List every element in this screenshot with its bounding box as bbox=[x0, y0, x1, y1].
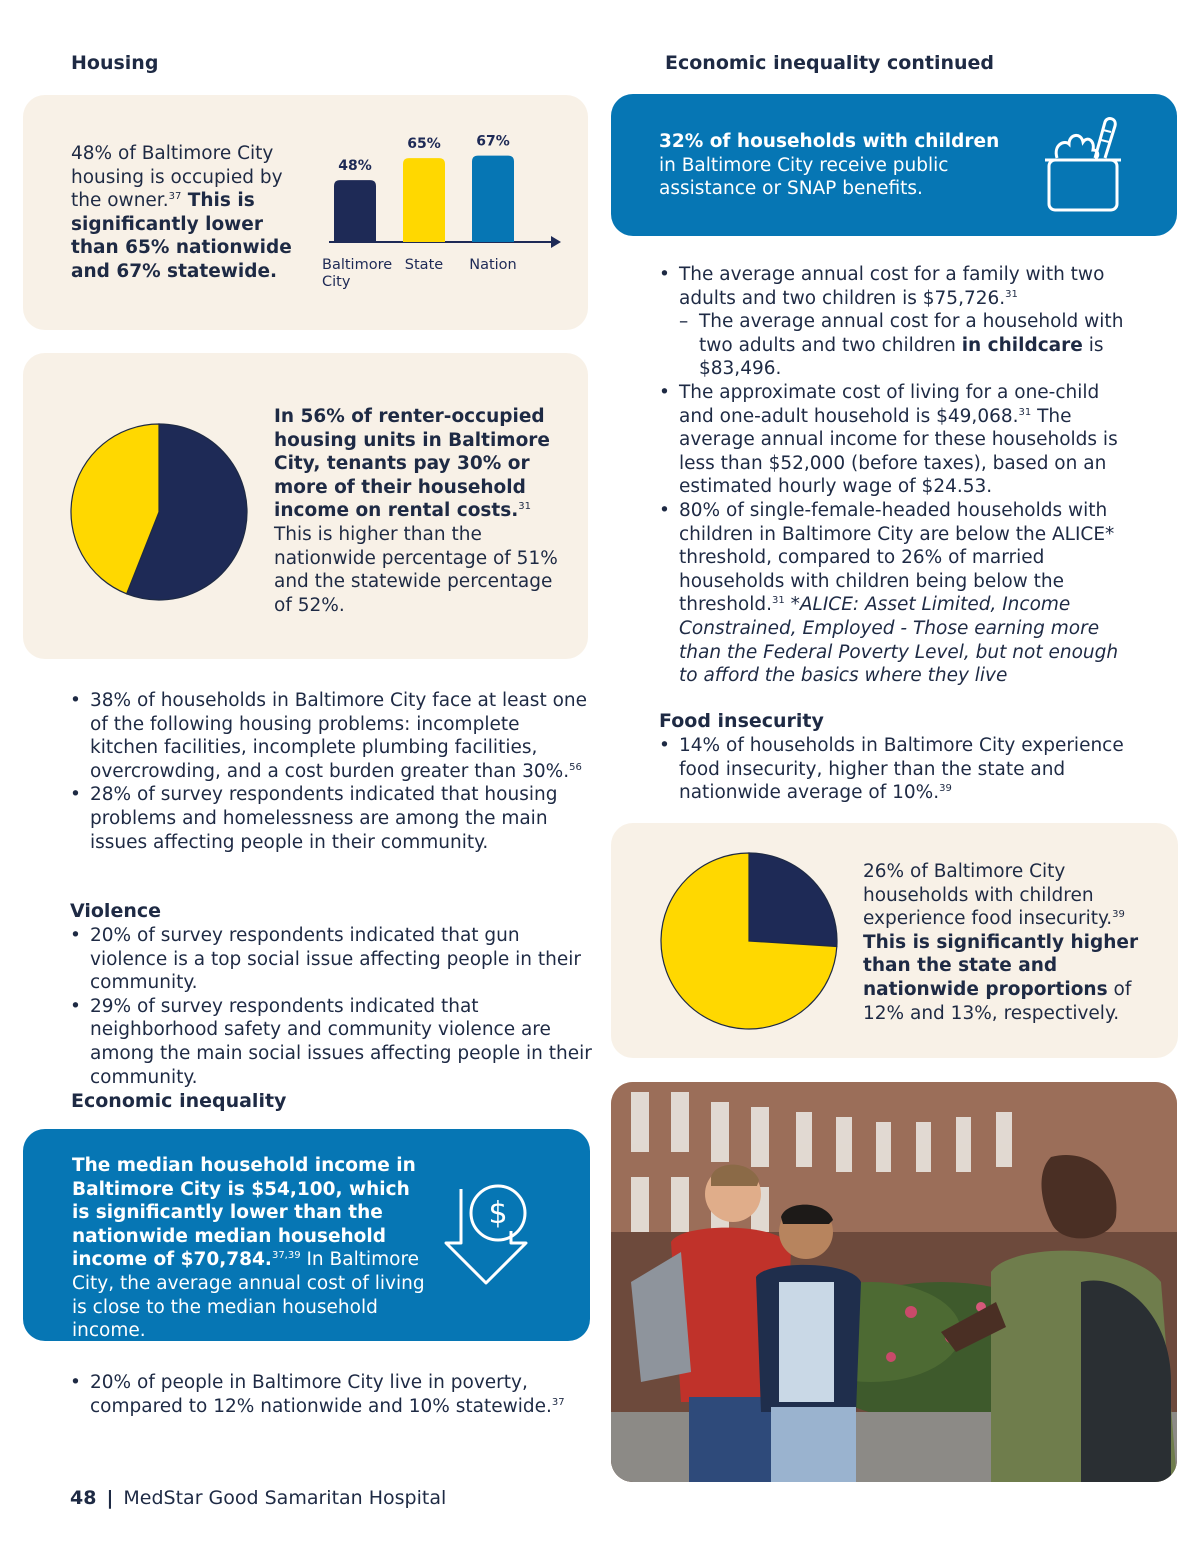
pie-slice-0 bbox=[749, 853, 837, 947]
bullet-text: The approximate cost of living for a one-child and one-adult household is $49,068. bbox=[679, 381, 1100, 427]
ref-sup: 39 bbox=[1112, 909, 1125, 921]
income-bold: The median household income in Baltimore City is $54,100, which is significantly lower than the nationwide median household income of $70,784. bbox=[72, 1155, 416, 1271]
svg-text:$: $ bbox=[488, 1196, 508, 1231]
students-photo bbox=[611, 1082, 1177, 1482]
ref-sup: 31 bbox=[518, 501, 532, 513]
list-item bbox=[70, 783, 590, 854]
list-item: • 20% of survey respondents indicated that gun violence is a top social issue affecting people in their community. bbox=[70, 924, 595, 995]
food-plain: 26% of Baltimore City households with children experience food insecurity. bbox=[863, 861, 1113, 930]
food-insecurity-card bbox=[611, 823, 1178, 1058]
bar-value-label: 65% bbox=[407, 136, 441, 153]
organization-name: MedStar Good Samaritan Hospital bbox=[123, 1487, 447, 1509]
housing-ownership-bold: This is significantly lower than 65% nationwide and 67% statewide. bbox=[71, 190, 292, 282]
housing-bullets bbox=[70, 689, 590, 854]
bar-value-label: 48% bbox=[338, 158, 372, 175]
sub-list-item bbox=[679, 310, 1139, 381]
list-item bbox=[70, 689, 590, 783]
page-footer bbox=[70, 1487, 446, 1509]
snap-plain: in Baltimore City receive public assistance or SNAP benefits. bbox=[659, 154, 949, 200]
cost-of-living-bullets bbox=[659, 263, 1139, 688]
food-card-text bbox=[863, 860, 1143, 1025]
rental-plain: This is higher than the nationwide percentage of 51% and the statewide percentage of 52%. bbox=[274, 523, 558, 616]
bar-category-label: State bbox=[404, 257, 444, 273]
bullet-text: 20% of people in Baltimore City live in poverty, compared to 12% nationwide and 10% statewide. bbox=[90, 1372, 552, 1417]
snap-bold: 32% of households with children bbox=[659, 131, 1000, 152]
ref-sup: 37,39 bbox=[271, 1250, 301, 1262]
bar-category-label: Baltimore City bbox=[322, 257, 393, 290]
rental-cost-text bbox=[274, 405, 559, 617]
alice-definition: *ALICE: Asset Limited, Income Constrained, Employed - Those earning more than the Federal Poverty Level, but not enough to afford the basics where they live bbox=[679, 594, 1119, 687]
violence-bullets bbox=[70, 924, 595, 1089]
food-pie-chart bbox=[658, 850, 840, 1032]
snap-benefits-card bbox=[611, 94, 1177, 236]
ownership-bar-chart bbox=[313, 125, 573, 300]
ref-sup: 31 bbox=[1005, 288, 1018, 300]
ref-sup: 31 bbox=[1018, 406, 1032, 418]
food-bullets bbox=[659, 734, 1139, 805]
page-number: 48 bbox=[70, 1487, 97, 1509]
food-insecurity-header: Food insecurity bbox=[659, 710, 824, 732]
ref-sup: 39 bbox=[939, 783, 952, 795]
rental-pie-chart bbox=[68, 421, 250, 603]
bullet-text: 38% of households in Baltimore City face at least one of the following housing problems: incomplete kitchen facilities, incomplete plumbing facilities, overcrowding, and a cost burden greater than 30%. bbox=[90, 690, 588, 782]
median-income-card bbox=[23, 1129, 590, 1341]
bar-2 bbox=[472, 156, 514, 242]
bullet-text: 28% of survey respondents indicated that housing problems and homelessness are among the main issues affecting people in their community. bbox=[90, 784, 558, 853]
x-axis-arrow bbox=[551, 236, 561, 248]
bar-1 bbox=[403, 158, 445, 242]
bullet-text: The average annual cost for a family with two adults and two children is $75,726. bbox=[679, 264, 1105, 309]
ref-sup: 56 bbox=[569, 761, 582, 773]
economic-inequality-continued-header: Economic inequality continued bbox=[665, 52, 995, 74]
list-item bbox=[70, 1371, 590, 1418]
housing-ownership-text bbox=[71, 142, 311, 284]
grocery-bag-icon bbox=[1043, 114, 1123, 214]
violence-header: Violence bbox=[70, 900, 162, 922]
rental-cost-card bbox=[23, 353, 588, 659]
list-item bbox=[659, 734, 1139, 805]
food-bold: This is significantly higher than the state and nationwide proportions bbox=[863, 931, 1139, 1000]
housing-ownership-plain: 48% of Baltimore City housing is occupied by the owner. bbox=[71, 143, 283, 212]
bar-value-label: 67% bbox=[476, 133, 510, 150]
median-income-text bbox=[72, 1154, 432, 1343]
sub-text: The average annual cost for a household with two adults and two children bbox=[699, 311, 1124, 356]
list-item: • 29% of survey respondents indicated that neighborhood safety and community violence are among the main social issues affecting people in their community. bbox=[70, 995, 595, 1089]
bullet-text: 80% of single-female-headed households with children in Baltimore City are below the ALICE* threshold, compared to 26% of married households with children being below the threshold. bbox=[679, 499, 1115, 616]
income-plain: In Baltimore City, the average annual cost of living is close to the median household income. bbox=[72, 1249, 425, 1342]
housing-header: Housing bbox=[71, 52, 159, 74]
sub-bold: in childcare bbox=[961, 334, 1083, 356]
housing-ownership-card bbox=[23, 95, 588, 330]
list-item bbox=[659, 263, 1139, 381]
poverty-bullet bbox=[70, 1371, 590, 1418]
footer-separator: | bbox=[106, 1487, 114, 1509]
bullet-text-end: The average annual income for these households is less than $52,000 (before taxes), based on an estimated hourly wage of $24.53. bbox=[679, 405, 1118, 498]
ref-sup: 37 bbox=[551, 1396, 565, 1408]
list-item bbox=[659, 499, 1139, 688]
bar-0 bbox=[334, 180, 376, 242]
economic-inequality-header: Economic inequality bbox=[71, 1090, 287, 1112]
rental-bold: In 56% of renter-occupied housing units in Baltimore City, tenants pay 30% or more of their household income on rental costs. bbox=[274, 406, 550, 522]
list-item bbox=[659, 381, 1139, 499]
bullet-text: 14% of households in Baltimore City experience food insecurity, higher than the state and nationwide average of 10%. bbox=[679, 735, 1124, 804]
food-tail: of 12% and 13%, respectively. bbox=[863, 978, 1132, 1024]
snap-text bbox=[659, 130, 1039, 201]
bar-category-label: Nation bbox=[469, 257, 517, 273]
ref-sup: 37 bbox=[168, 191, 182, 203]
ref-sup: 31 bbox=[772, 595, 785, 607]
dollar-down-arrow-icon bbox=[441, 1181, 531, 1286]
sub-text-end: is $83,496. bbox=[699, 334, 1104, 380]
